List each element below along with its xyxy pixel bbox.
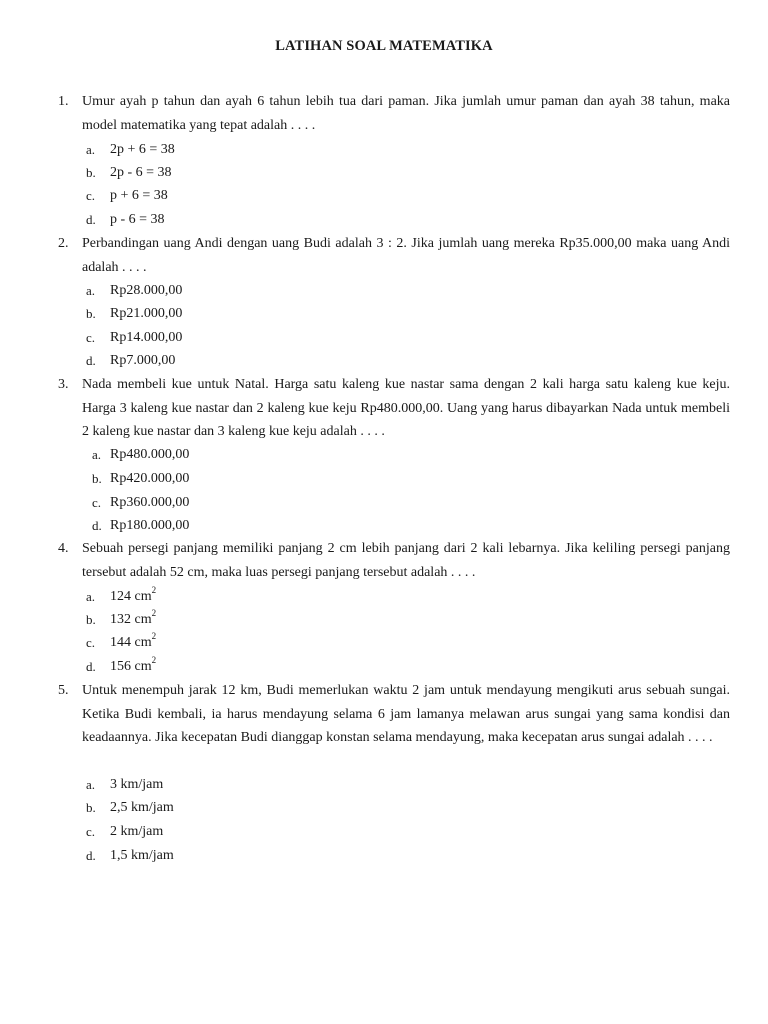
option-2b <box>0 302 768 326</box>
option-text: Rp480.000,00 <box>110 447 190 462</box>
option-letter: b. <box>86 165 96 180</box>
option-text <box>110 585 156 609</box>
question-number: 4. <box>58 541 69 556</box>
option-4c <box>0 631 768 655</box>
option-1c <box>0 184 768 208</box>
exponent: 2 <box>151 631 157 642</box>
option-letter: d. <box>92 518 102 533</box>
option-value: 144 cm <box>110 635 152 650</box>
option-text: p - 6 = 38 <box>110 212 165 227</box>
option-text <box>110 608 156 632</box>
option-letter: b. <box>86 612 96 627</box>
option-value: 132 cm <box>110 612 152 627</box>
question-text: Untuk menempuh jarak 12 km, Budi memerlukan waktu 2 jam untuk mendayung mengikuti arus sebuah sungai. Ketika Budi kembali, ia harus mendayung selama 6 jam lamanya melawan arus sungai yang sama kondisi dan keadaannya. Jika kecepatan Budi dianggap konstan selama mendayung, maka kecepatan arus sungai adalah . . . . <box>82 683 730 745</box>
question-text: Umur ayah p tahun dan ayah 6 tahun lebih tua dari paman. Jika jumlah umur paman dan ayah 38 tahun, maka model matematika yang tepat adalah . . . . <box>82 94 730 133</box>
option-letter: c. <box>86 330 96 345</box>
option-text: p + 6 = 38 <box>110 188 168 203</box>
option-letter: a. <box>92 447 102 462</box>
exponent: 2 <box>151 655 157 666</box>
question-number: 2. <box>58 236 69 251</box>
option-value: 156 cm <box>110 659 152 674</box>
option-3c <box>0 491 768 515</box>
question-text: Perbandingan uang Andi dengan uang Budi adalah 3 : 2. Jika jumlah uang mereka Rp35.000,00 maka uang Andi adalah . . . . <box>82 236 730 275</box>
option-3d <box>0 514 768 538</box>
option-value: 124 cm <box>110 589 152 604</box>
question-number: 1. <box>58 94 69 109</box>
option-letter: d. <box>86 848 96 863</box>
option-text: Rp14.000,00 <box>110 330 183 345</box>
option-text: Rp360.000,00 <box>110 495 190 510</box>
option-text: Rp420.000,00 <box>110 471 190 486</box>
option-letter: c. <box>86 635 96 650</box>
option-text: Rp7.000,00 <box>110 353 176 368</box>
option-letter: a. <box>86 142 96 157</box>
option-5c <box>0 820 768 844</box>
option-letter: a. <box>86 589 96 604</box>
option-3a <box>0 443 768 467</box>
page-title: LATIHAN SOAL MATEMATIKA <box>275 38 493 54</box>
option-text: Rp21.000,00 <box>110 306 183 321</box>
option-letter: c. <box>86 824 96 839</box>
question-number: 5. <box>58 683 69 698</box>
option-3b <box>0 467 768 491</box>
option-letter: c. <box>86 188 96 203</box>
option-letter: a. <box>86 283 96 298</box>
option-letter: b. <box>86 306 96 321</box>
option-letter: c. <box>92 495 102 510</box>
option-letter: b. <box>86 800 96 815</box>
option-1d <box>0 208 768 232</box>
option-letter: d. <box>86 659 96 674</box>
option-4a <box>0 585 768 609</box>
option-text: 2 km/jam <box>110 824 164 839</box>
question-text: Nada membeli kue untuk Natal. Harga satu kaleng kue nastar sama dengan 2 kali harga satu kaleng kue keju. Harga 3 kaleng kue nastar dan 2 kaleng kue keju Rp480.000,00. Uang yang harus dibayarkan Nada untuk membeli 2 kaleng kue nastar dan 3 kaleng kue keju adalah . . . . <box>82 377 730 439</box>
option-text <box>110 631 156 655</box>
option-letter: d. <box>86 212 96 227</box>
question-number: 3. <box>58 377 69 392</box>
option-4b <box>0 608 768 632</box>
option-text <box>110 655 156 679</box>
option-5b <box>0 796 768 820</box>
option-text: Rp28.000,00 <box>110 283 183 298</box>
option-text: 3 km/jam <box>110 777 164 792</box>
question-text: Sebuah persegi panjang memiliki panjang 2 cm lebih panjang dari 2 kali lebarnya. Jika keliling persegi panjang tersebut adalah 52 cm, maka luas persegi panjang tersebut adalah . . . . <box>82 541 730 580</box>
option-5d <box>0 844 768 868</box>
option-text: 2,5 km/jam <box>110 800 174 815</box>
exponent: 2 <box>151 608 157 619</box>
option-text: 1,5 km/jam <box>110 848 174 863</box>
option-2d <box>0 349 768 373</box>
option-letter: a. <box>86 777 96 792</box>
option-4d <box>0 655 768 679</box>
option-letter: d. <box>86 353 96 368</box>
option-text: Rp180.000,00 <box>110 518 190 533</box>
option-2a <box>0 279 768 303</box>
exponent: 2 <box>151 585 157 596</box>
option-5a <box>0 773 768 797</box>
option-2c <box>0 326 768 350</box>
option-1b <box>0 161 768 185</box>
option-text: 2p + 6 = 38 <box>110 142 175 157</box>
option-letter: b. <box>92 471 102 486</box>
option-text: 2p - 6 = 38 <box>110 165 172 180</box>
option-1a <box>0 138 768 162</box>
